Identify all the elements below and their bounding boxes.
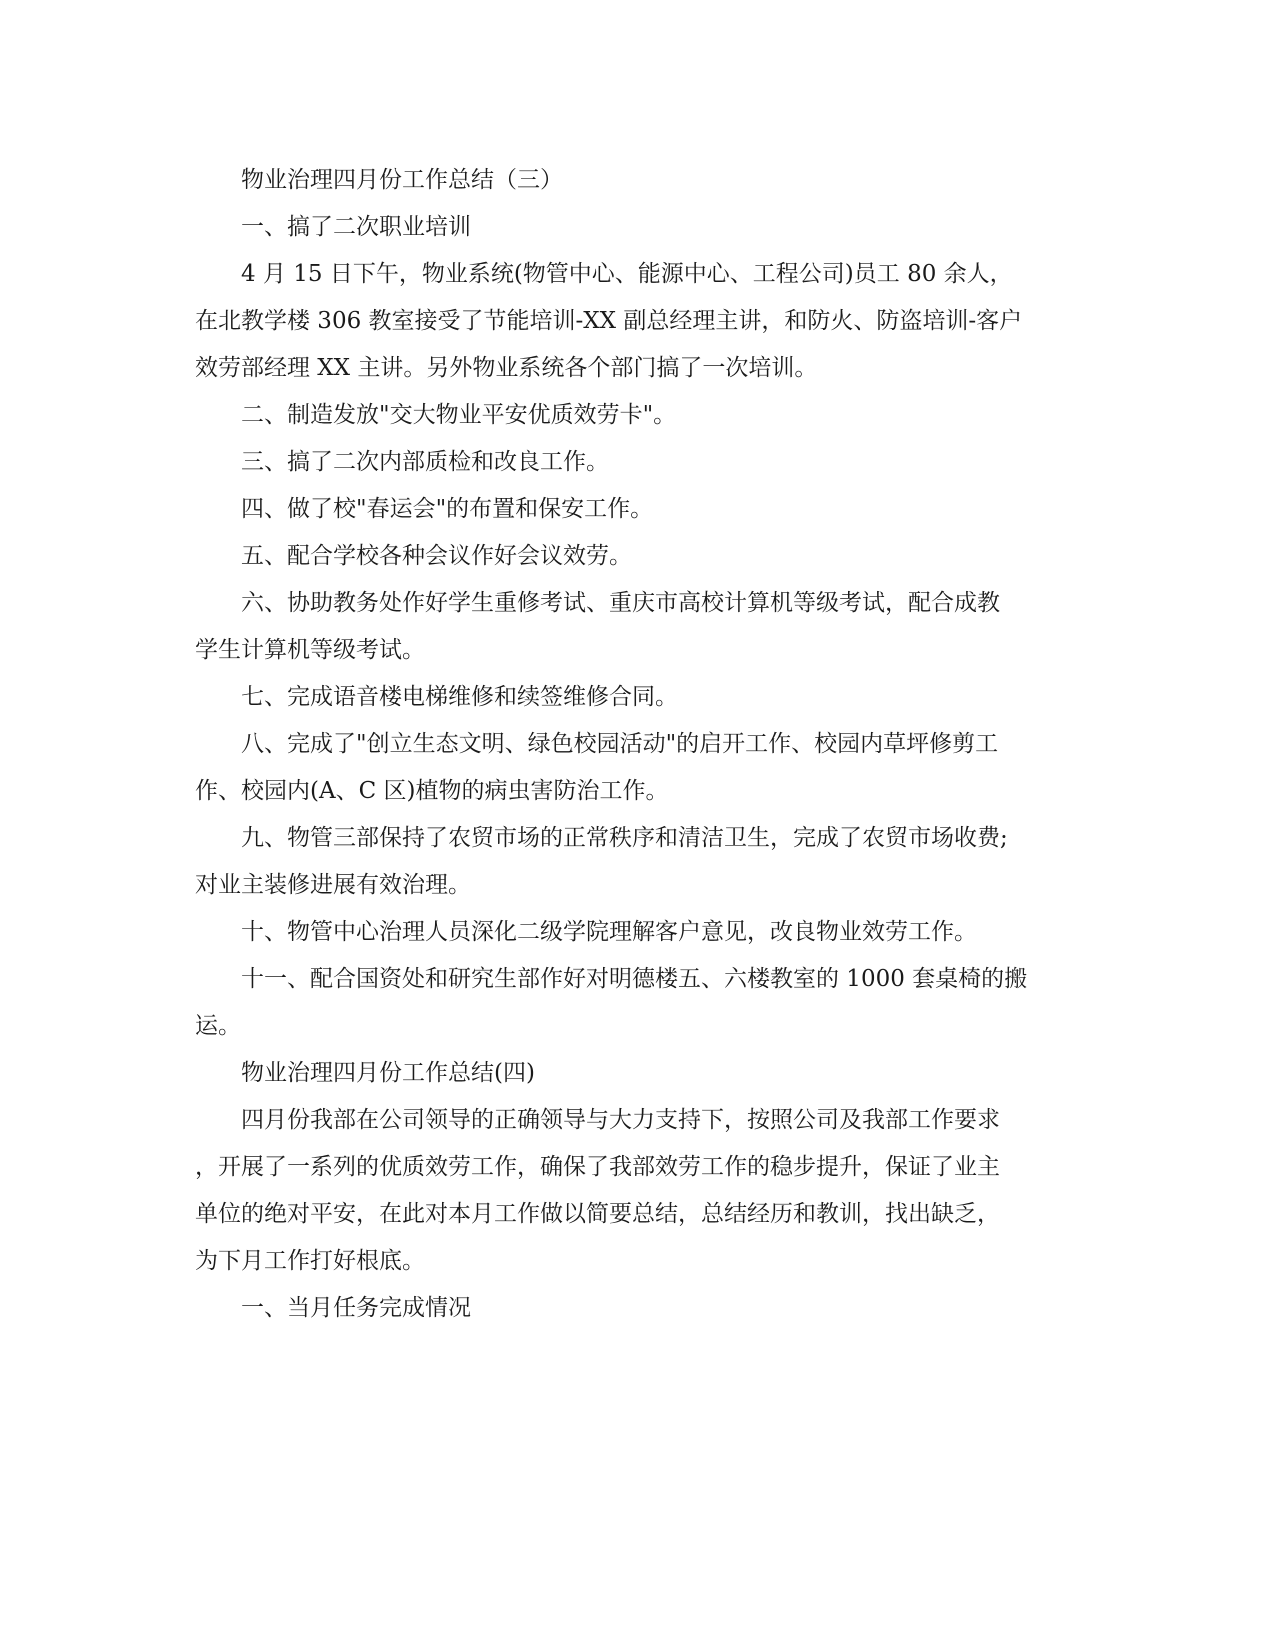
item-8-paragraph — [195, 721, 1075, 815]
item-7: 七、完成语音楼电梯维修和续签维修合同。 — [241, 684, 678, 710]
section-heading-4: 物业治理四月份工作总结(四) — [241, 1060, 535, 1086]
item-4: 四、做了校"春运会"的布置和保安工作。 — [241, 496, 654, 522]
paragraph-line: 在北教学楼 306 教室接受了节能培训-XX 副总经理主讲，和防火、防盗培训-客户 — [195, 308, 1023, 334]
paragraph-line: 为下月工作打好根底。 — [195, 1248, 425, 1274]
item-6-paragraph — [195, 580, 1075, 674]
paragraph-line: ，开展了一系列的优质效劳工作，确保了我部效劳工作的稳步提升，保证了业主 — [195, 1154, 1000, 1180]
item-10: 十、物管中心治理人员深化二级学院理解客户意见，改良物业效劳工作。 — [241, 919, 977, 945]
item-1-title: 一、搞了二次职业培训 — [241, 214, 471, 240]
paragraph-line: 十一、配合国资处和研究生部作好对明德楼五、六楼教室的 1000 套桌椅的搬 — [241, 966, 1028, 992]
paragraph-line: 对业主装修进展有效治理。 — [195, 872, 471, 898]
item-1-paragraph — [195, 251, 1075, 392]
paragraph-line: 学生计算机等级考试。 — [195, 637, 425, 663]
section-heading-3: 物业治理四月份工作总结（三） — [241, 167, 563, 193]
paragraph-line: 四月份我部在公司领导的正确领导与大力支持下，按照公司及我部工作要求 — [241, 1107, 1000, 1133]
paragraph-line: 单位的绝对平安，在此对本月工作做以简要总结，总结经历和教训，找出缺乏， — [195, 1201, 1000, 1227]
paragraph-line: 作、校园内(A、C 区)植物的病虫害防治工作。 — [195, 778, 669, 804]
paragraph-line: 4 月 15 日下午，物业系统(物管中心、能源中心、工程公司)员工 80 余人， — [241, 261, 1013, 287]
item-2: 二、制造发放"交大物业平安优质效劳卡"。 — [241, 402, 677, 428]
item-11-paragraph — [195, 956, 1075, 1050]
section-1-title: 一、当月任务完成情况 — [241, 1295, 471, 1321]
item-5: 五、配合学校各种会议作好会议效劳。 — [241, 543, 632, 569]
paragraph-line: 九、物管三部保持了农贸市场的正常秩序和清洁卫生，完成了农贸市场收费; — [241, 825, 1008, 851]
intro-4-paragraph — [195, 1097, 1075, 1285]
item-3: 三、搞了二次内部质检和改良工作。 — [241, 449, 609, 475]
item-9-paragraph — [195, 815, 1075, 909]
paragraph-line: 八、完成了"创立生态文明、绿色校园活动"的启开工作、校园内草坪修剪工 — [241, 731, 999, 757]
paragraph-line: 六、协助教务处作好学生重修考试、重庆市高校计算机等级考试，配合成教 — [241, 590, 1000, 616]
paragraph-line: 运。 — [195, 1013, 241, 1039]
paragraph-line: 效劳部经理 XX 主讲。另外物业系统各个部门搞了一次培训。 — [195, 355, 818, 381]
document-body — [195, 157, 1075, 1332]
